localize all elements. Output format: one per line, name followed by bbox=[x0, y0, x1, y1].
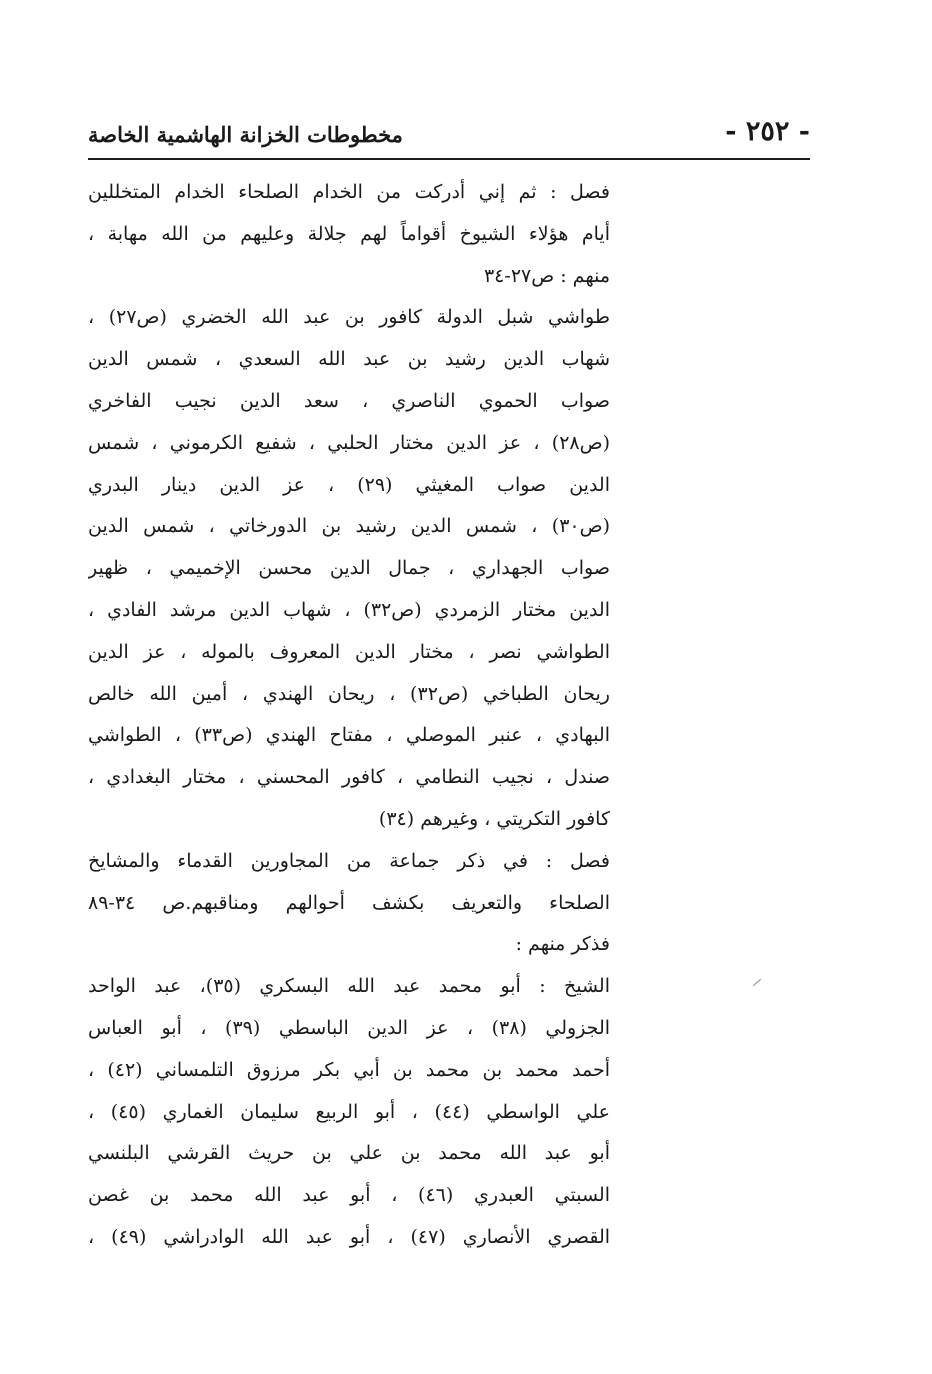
text-line: أحمد محمد بن محمد بن أبي بكر مرزوق التلمساني (٤٢) ، bbox=[88, 1058, 610, 1081]
text-line: ريحان الطباخي (ص٣٢) ، ريحان الهندي ، أمين الله خالص bbox=[88, 682, 610, 705]
text-line: أبو عبد الله محمد بن علي بن حريث القرشي البلنسي bbox=[88, 1142, 610, 1165]
text-line: شهاب الدين رشيد بن عبد الله السعدي ، شمس الدين bbox=[88, 348, 610, 371]
text-line: صواب الحموي الناصري ، سعد الدين نجيب الفاخري bbox=[88, 389, 610, 412]
text-line: (ص٢٨) ، عز الدين مختار الحلبي ، شفيع الكرموني ، شمس bbox=[88, 431, 610, 454]
header-rule bbox=[88, 158, 810, 160]
text-line: الجزولي (٣٨) ، عز الدين الباسطي (٣٩) ، أبو العباس bbox=[88, 1016, 610, 1039]
text-line: علي الواسطي (٤٤) ، أبو الربيع سليمان الغماري (٤٥) ، bbox=[88, 1100, 610, 1123]
text-line: صندل ، نجيب النطامي ، كافور المحسني ، مختار البغدادي ، bbox=[88, 766, 610, 789]
text-line: السبتي العبدري (٤٦) ، أبو عبد الله محمد بن غصن bbox=[88, 1184, 610, 1207]
page-header bbox=[88, 112, 810, 156]
text-line: البهادي ، عنبر الموصلي ، مفتاح الهندي (ص٣٣) ، الطواشي bbox=[88, 724, 610, 747]
text-line: كافور التكريتي ، وغيرهم (٣٤) bbox=[378, 807, 610, 830]
text-line: فصل : في ذكر جماعة من المجاورين القدماء والمشايخ bbox=[88, 849, 610, 872]
text-line: فصل : ثم إني أدركت من الخدام الصلحاء الخدام المتخللين bbox=[88, 181, 610, 203]
text-line: فذكر منهم : bbox=[515, 933, 610, 956]
text-line: القصري الأنصاري (٤٧) ، أبو عبد الله الوادراشي (٤٩) ، bbox=[88, 1225, 610, 1248]
page-number: - ٢٥٢ - bbox=[725, 116, 810, 147]
text-line: أيام هؤلاء الشيوخ أقواماً لهم جلالة وعليهم من الله مهابة ، bbox=[88, 222, 610, 245]
text-line: الصلحاء والتعريف بكشف أحوالهم ومناقبهم.ص ٣٤-٨٩ bbox=[88, 891, 610, 914]
running-title: مخطوطات الخزانة الهاشمية الخاصة bbox=[88, 122, 403, 147]
text-line: طواشي شبل الدولة كافور بن عبد الله الخضري (ص٢٧) ، bbox=[88, 306, 610, 329]
text-line: (ص٣٠) ، شمس الدين رشيد بن الدورخاتي ، شمس الدين bbox=[88, 515, 610, 538]
text-line: منهم : ص٢٧-٣٤ bbox=[483, 264, 610, 287]
text-line: الدين مختار الزمردي (ص٣٢) ، شهاب الدين مرشد الفادي ، bbox=[88, 598, 610, 621]
margin-mark bbox=[753, 979, 761, 986]
text-line: الشيخ : أبو محمد عبد الله البسكري (٣٥)، عبد الواحد bbox=[88, 975, 610, 998]
text-line: الدين صواب المغيثي (٢٩) ، عز الدين دينار البدري bbox=[88, 473, 610, 496]
text-line: صواب الجهداري ، جمال الدين محسن الإخميمي ، ظهير bbox=[88, 557, 610, 580]
body-text bbox=[88, 172, 610, 1259]
text-line: الطواشي نصر ، مختار الدين المعروف بالموله ، عز الدين bbox=[88, 640, 610, 663]
